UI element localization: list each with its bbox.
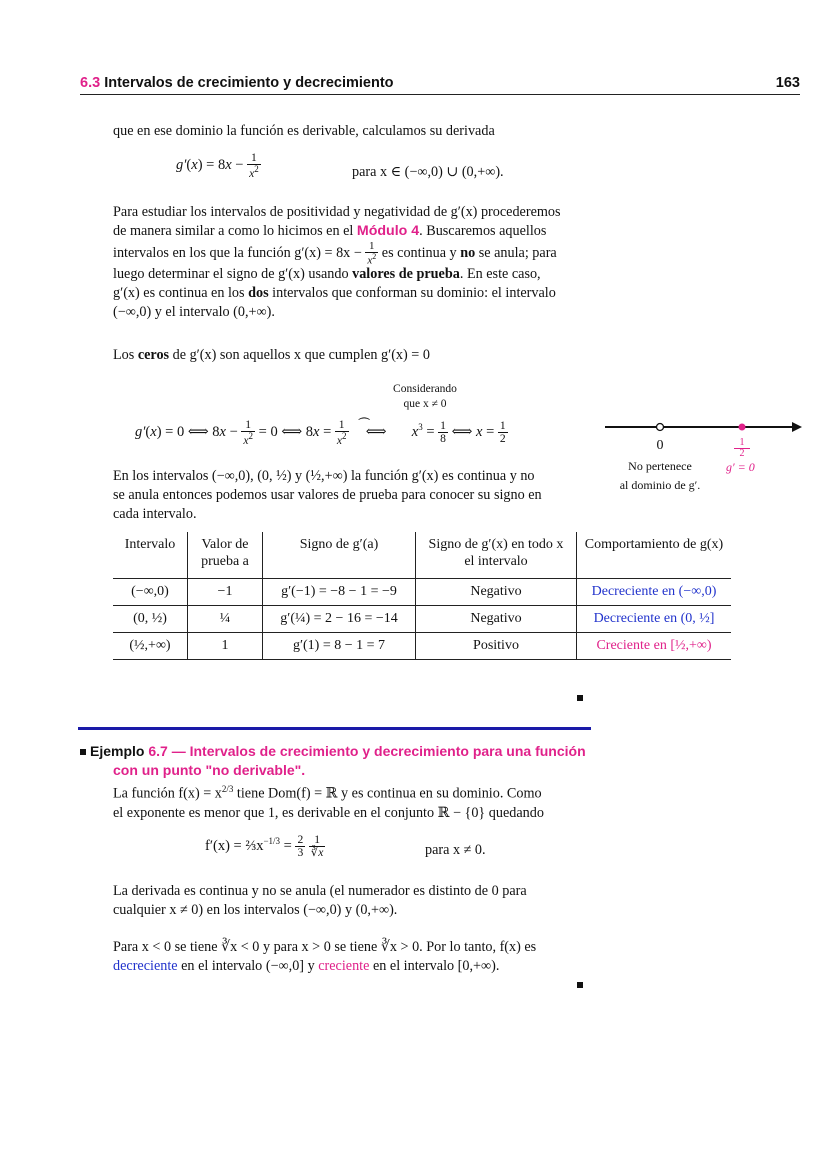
- text-line: [113, 222, 593, 241]
- text-bold: no: [460, 245, 476, 262]
- inline-fraction: $\frac{1}{x^2}$: [367, 240, 377, 267]
- table-cell: Creciente en [½,+∞): [577, 633, 732, 660]
- table-cell: Decreciente en (0, ½]: [577, 606, 732, 633]
- example-heading-line: [80, 742, 600, 761]
- text-line: La derivada es continua y no se anula (el numerador es distinto de 0 para: [113, 883, 527, 899]
- example-number: 6.7: [148, 743, 168, 759]
- example-paragraph-3: [113, 938, 593, 976]
- table-row: [113, 606, 731, 633]
- text-span: en el intervalo (−∞,0] y: [177, 958, 319, 974]
- decreasing-word: decreciente: [113, 958, 178, 974]
- table-header: Valor de prueba a: [188, 532, 263, 579]
- example-separator: [78, 727, 591, 730]
- running-header: [80, 75, 394, 91]
- condition-note: [380, 382, 470, 412]
- table-cell: ¼: [188, 606, 263, 633]
- paragraph-intervals: [113, 467, 593, 524]
- text-span: intervalos en los que la función g′(x) = 8x −: [113, 245, 362, 262]
- table-cell: (−∞,0): [113, 579, 188, 606]
- text-span: Los: [113, 347, 138, 363]
- example-paragraph-2: [113, 882, 593, 920]
- table-header-row: [113, 532, 731, 579]
- table-cell: (½,+∞): [113, 633, 188, 660]
- section-number: 6.3: [80, 75, 101, 91]
- table-cell: Decreciente en (−∞,0): [577, 579, 732, 606]
- text-span: se anula; para: [475, 245, 557, 262]
- half-label: [734, 438, 750, 459]
- text-span: . En este caso,: [459, 266, 541, 282]
- equation-domain: para x ∈ (−∞,0) ∪ (0,+∞).: [352, 164, 504, 180]
- text-line: Para estudiar los intervalos de positividad y negatividad de g′(x) procederemos: [113, 204, 561, 220]
- equation-derivative: g′(x) = 8x − $\frac{1}{x^2}$: [176, 151, 259, 180]
- text-span: tiene Dom(f) = ℝ y es continua en su dominio. Como: [233, 785, 542, 802]
- text-span: intervalos que conforman su dominio: el intervalo: [268, 285, 556, 301]
- text-span: en el intervalo [0,+∞).: [369, 958, 500, 974]
- text-span: de g′(x) son aquellos x que cumplen g′(x) = 0: [169, 347, 430, 363]
- domain-note-line: al dominio de g′.: [619, 478, 701, 492]
- number-line: [600, 415, 805, 440]
- table-cell: Negativo: [416, 579, 577, 606]
- text-line: el exponente es menor que 1, es derivable en el conjunto ℝ − {0} quedando: [113, 804, 544, 821]
- table-row: [113, 579, 731, 606]
- table-cell: (0, ½): [113, 606, 188, 633]
- domain-note: [610, 457, 710, 495]
- text-span: g′(x) es continua en los: [113, 285, 249, 301]
- table-cell: g′(−1) = −8 − 1 = −9: [263, 579, 416, 606]
- half-den: 2: [739, 448, 745, 459]
- example-label: Ejemplo: [90, 743, 145, 759]
- table-header: Comportamiento de g(x): [577, 532, 732, 579]
- text-span: es continua y: [378, 245, 461, 262]
- text-line: cualquier x ≠ 0) en los intervalos (−∞,0) y (0,+∞).: [113, 902, 398, 918]
- table-cell: g′(1) = 8 − 1 = 7: [263, 633, 416, 660]
- example-title: — Intervalos de crecimiento y decrecimiento para una función: [171, 743, 586, 759]
- text-span: luego determinar el signo de g′(x) usando: [113, 266, 353, 282]
- example-title: con un punto "no derivable".: [113, 762, 306, 778]
- text-line: cada intervalo.: [113, 506, 197, 522]
- exponent: 2/3: [221, 784, 234, 794]
- example-heading: [80, 742, 600, 780]
- text-bold: ceros: [137, 347, 170, 363]
- table-cell: 1: [188, 633, 263, 660]
- paragraph-intro: que en ese dominio la función es derivable, calculamos su derivada: [113, 123, 495, 139]
- text-line: [113, 265, 593, 284]
- module-link[interactable]: Módulo 4: [356, 223, 420, 239]
- text-bold: valores de prueba: [352, 266, 460, 282]
- table-cell: Positivo: [416, 633, 577, 660]
- text-line: se anula entonces podemos usar valores de prueba para conocer su signo en: [113, 487, 542, 503]
- end-of-proof-mark: [577, 695, 583, 701]
- equation-f-derivative: $f'(x) = \frac{2}{3}x^{-1/3}$ = $\frac{2}{3}$ $\frac{1}{∛x}$: [205, 833, 324, 859]
- zero-label: 0: [656, 438, 664, 453]
- table-header: Signo de g′(x) en todo x el intervalo: [416, 532, 577, 579]
- text-line: [113, 241, 593, 265]
- text-line: Para x < 0 se tiene ∛x < 0 y para x > 0 se tiene ∛x > 0. Por lo tanto, f(x) es: [113, 939, 537, 955]
- condition-line: Considerando: [393, 383, 457, 395]
- text-span: La función f(x) = x: [113, 785, 222, 802]
- text-line: [113, 284, 593, 303]
- exponent: −1/3: [263, 836, 281, 846]
- paragraph-method: [113, 203, 593, 322]
- table-header: Signo de g′(a): [263, 532, 416, 579]
- table-header: Intervalo: [113, 532, 188, 579]
- half-num: 1: [734, 438, 750, 449]
- text-line: [113, 780, 593, 804]
- equation-f-condition: para x ≠ 0.: [425, 842, 486, 858]
- equation-zeros: g′(x) = 0 ⟺ 8x − $\frac{1}{x^2}$ = 0 ⟺ 8x = $\frac{1}{x^2}$ ⟺ ⏜ $x^3$ = $\frac{1}{8}$ ⟺ x = $\frac{1}{2}$: [135, 416, 506, 447]
- text-line: (−∞,0) y el intervalo (0,+∞).: [113, 304, 275, 320]
- increasing-word: creciente: [318, 958, 370, 974]
- end-of-example-mark: [577, 982, 583, 988]
- table-cell: Negativo: [416, 606, 577, 633]
- page-number: 163: [775, 75, 800, 91]
- eq-part: f′(x) = ⅔x: [205, 837, 264, 854]
- text-bold: dos: [248, 285, 269, 301]
- table-row: [113, 633, 731, 660]
- open-point-zero: [657, 424, 664, 431]
- eq-part: =: [280, 837, 296, 854]
- gprime-zero-label: g′ = 0: [726, 460, 755, 474]
- point-one-half: [739, 424, 746, 431]
- table-cell: −1: [188, 579, 263, 606]
- paragraph-zeros: [113, 346, 430, 365]
- domain-note-line: No pertenece: [628, 459, 692, 473]
- text-line: [113, 957, 593, 976]
- text-span: . Buscaremos aquellos: [419, 223, 547, 239]
- condition-line: que x ≠ 0: [403, 398, 447, 410]
- sign-table: [113, 532, 731, 660]
- header-rule: [80, 94, 800, 95]
- section-title: Intervalos de crecimiento y decrecimiento: [104, 75, 394, 91]
- example-paragraph-1: [113, 780, 593, 823]
- table-cell: g′(¼) = 2 − 16 = −14: [263, 606, 416, 633]
- text-line: En los intervalos (−∞,0), (0, ½) y (½,+∞) la función g′(x) es continua y no: [113, 468, 535, 484]
- text-span: de manera similar a como lo hicimos en el: [113, 223, 357, 239]
- bullet-square: [80, 749, 86, 755]
